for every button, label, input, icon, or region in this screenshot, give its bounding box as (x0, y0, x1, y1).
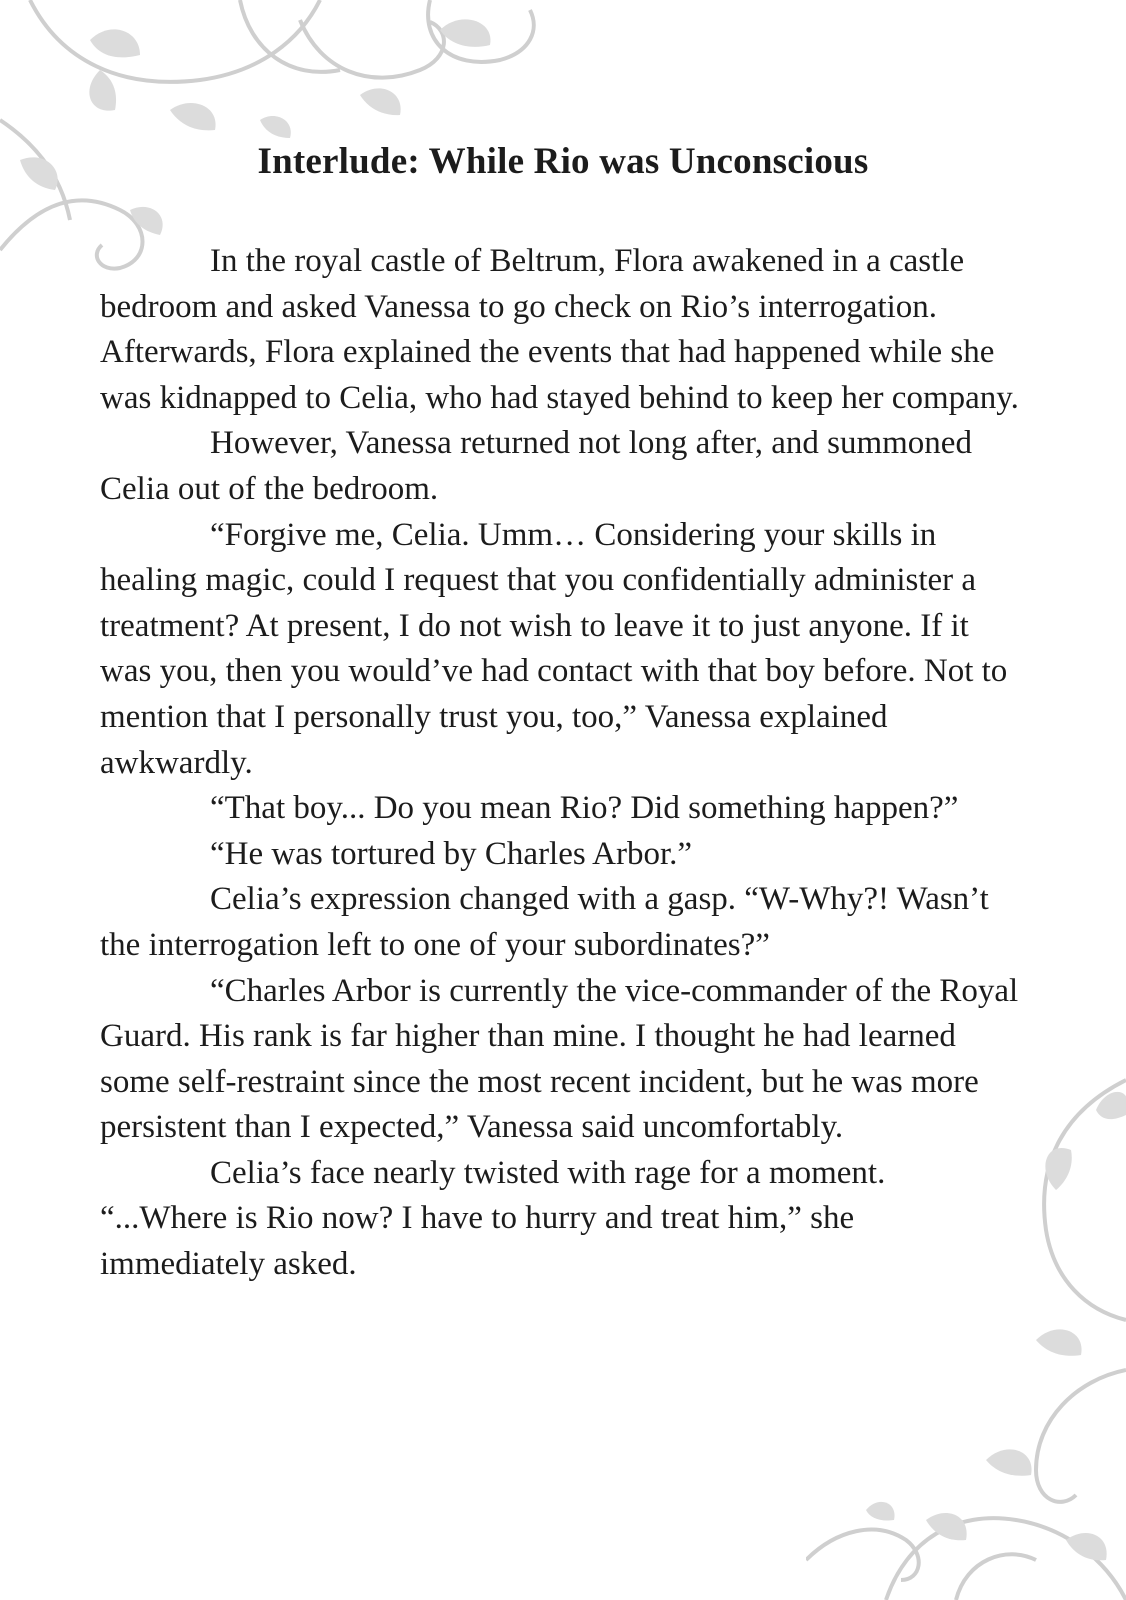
paragraph: “That boy... Do you mean Rio? Did something happen?” (210, 790, 959, 827)
paragraph: Celia’s expression changed with a gasp. “W-Why?! Wasn’t the interrogation left to one of your subordinates?” (100, 881, 989, 963)
paragraph: However, Vanessa returned not long after, and summoned Celia out of the bedroom. (100, 425, 972, 507)
body-text (100, 239, 1020, 1288)
page-title: Interlude: While Rio was Unconscious (257, 141, 869, 182)
paragraph: In the royal castle of Beltrum, Flora awakened in a castle bedroom and asked Vanessa to go check on Rio’s interrogation. Afterwards, Flora explained the events that had happened while she was kidnapped to Celia, who had stayed behind to keep her company. (100, 243, 1019, 416)
paragraph: “He was tortured by Charles Arbor.” (210, 835, 693, 872)
paragraph: Celia’s face nearly twisted with rage for a moment. “...Where is Rio now? I have to hurry and treat him,” she immediately asked. (100, 1154, 886, 1283)
paragraph: “Forgive me, Celia. Umm… Considering your skills in healing magic, could I request that you confidentially administer a treatment? At present, I do not wish to leave it to just anyone. If it was you, then you would’ve had contact with that boy before. Not to mention that I personally trust you, too,” Vanessa explained awkwardly. (100, 516, 1008, 781)
paragraph: “Charles Arbor is currently the vice-commander of the Royal Guard. His rank is far higher than mine. I thought he had learned some self-restraint since the most recent incident, but he was more persistent than I expected,” Vanessa said uncomfortably. (100, 972, 1019, 1146)
